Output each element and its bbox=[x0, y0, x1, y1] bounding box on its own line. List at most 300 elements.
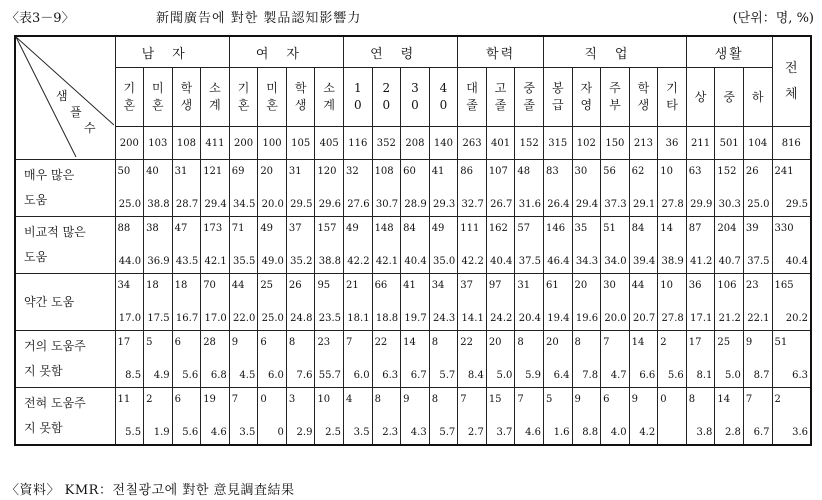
cell-count: 14 bbox=[403, 337, 416, 348]
sub-header-label: 미혼 bbox=[152, 81, 164, 112]
data-cell bbox=[115, 388, 144, 446]
table-row bbox=[15, 331, 811, 388]
cell-percent: 19.4 bbox=[547, 313, 570, 324]
cell-percent: 6.0 bbox=[353, 370, 370, 381]
data-cell bbox=[172, 274, 201, 331]
sub-header-label: 대졸 bbox=[466, 81, 478, 112]
cell-percent: 0 bbox=[277, 427, 284, 438]
cell-count: 5 bbox=[545, 394, 553, 405]
cell-percent: 35.0 bbox=[432, 256, 456, 267]
row-label-line2: 지 못함 bbox=[24, 421, 63, 435]
group-header: 학력 bbox=[458, 36, 544, 68]
cell-count: 107 bbox=[488, 166, 508, 177]
sample-count: 401 bbox=[486, 127, 515, 160]
data-cell bbox=[458, 331, 487, 388]
cell-count: 22 bbox=[460, 337, 473, 348]
cell-count: 152 bbox=[717, 166, 737, 177]
row-label bbox=[15, 160, 115, 217]
data-cell bbox=[144, 388, 173, 446]
data-cell bbox=[372, 274, 401, 331]
sample-count: 152 bbox=[515, 127, 544, 160]
cell-count: 7 bbox=[517, 394, 524, 405]
cell-percent: 5.6 bbox=[182, 370, 199, 381]
cell-percent: 32.7 bbox=[461, 199, 484, 210]
cell-count: 146 bbox=[545, 223, 566, 234]
cell-percent: 2.9 bbox=[296, 427, 313, 438]
cell-percent: 7.6 bbox=[296, 370, 313, 381]
total-header bbox=[772, 36, 811, 127]
sample-count: 315 bbox=[543, 127, 572, 160]
data-cell bbox=[401, 274, 430, 331]
cell-percent: 29.4 bbox=[575, 199, 599, 210]
cell-percent: 4.6 bbox=[525, 427, 541, 438]
data-cell bbox=[715, 217, 744, 274]
sub-header-label: 30 bbox=[411, 81, 419, 112]
sub-header-label: 소계 bbox=[323, 81, 336, 112]
cell-count: 6 bbox=[174, 337, 181, 348]
cell-percent: 23.5 bbox=[318, 313, 341, 324]
cell-percent: 29.5 bbox=[290, 199, 313, 210]
data-cell bbox=[543, 217, 572, 274]
row-label-line2: 도움 bbox=[24, 193, 48, 207]
data-cell bbox=[601, 217, 630, 274]
data-cell bbox=[315, 388, 344, 446]
cell-count: 60 bbox=[403, 166, 416, 177]
data-cell bbox=[172, 160, 201, 217]
sub-header bbox=[658, 68, 687, 127]
data-cell bbox=[286, 160, 315, 217]
data-cell bbox=[315, 331, 344, 388]
sample-count: 816 bbox=[772, 127, 811, 160]
data-cell bbox=[715, 160, 744, 217]
data-cell bbox=[515, 274, 544, 331]
table-row bbox=[15, 388, 811, 446]
data-cell bbox=[686, 388, 715, 446]
data-cell bbox=[486, 160, 515, 217]
cell-count: 7 bbox=[603, 337, 610, 348]
data-cell bbox=[658, 388, 687, 446]
data-cell bbox=[458, 217, 487, 274]
cell-percent: 6.6 bbox=[639, 370, 656, 381]
cell-percent: 29.4 bbox=[204, 199, 227, 210]
cell-percent: 20.0 bbox=[604, 313, 627, 324]
cell-percent: 3.5 bbox=[239, 427, 256, 438]
cell-count: 31 bbox=[517, 280, 531, 291]
data-cell bbox=[743, 274, 772, 331]
cell-percent: 29.3 bbox=[432, 199, 456, 210]
cell-percent: 49.0 bbox=[261, 256, 284, 267]
table-title: 新聞廣告에 對한 製品認知影響力 bbox=[156, 11, 362, 26]
data-cell bbox=[144, 160, 173, 217]
data-cell bbox=[772, 274, 811, 331]
cell-count: 62 bbox=[631, 166, 645, 177]
row-label-line1: 전혀 도움주 bbox=[24, 396, 86, 410]
data-cell bbox=[201, 160, 230, 217]
cell-count: 8 bbox=[574, 337, 581, 348]
data-cell bbox=[144, 274, 173, 331]
cell-count: 204 bbox=[717, 223, 737, 234]
cell-percent: 1.6 bbox=[553, 427, 570, 438]
cell-count: 14 bbox=[660, 223, 673, 234]
data-cell bbox=[629, 274, 658, 331]
cell-count: 18 bbox=[146, 280, 159, 291]
cell-percent: 5.6 bbox=[182, 427, 199, 438]
cell-count: 66 bbox=[374, 280, 388, 291]
cell-count: 121 bbox=[203, 166, 223, 177]
cell-count: 241 bbox=[774, 166, 794, 177]
data-cell bbox=[515, 331, 544, 388]
cell-percent: 38.8 bbox=[147, 199, 170, 210]
sub-header-label: 학생 bbox=[294, 81, 307, 112]
sub-header-label: 40 bbox=[439, 81, 448, 112]
cell-percent: 37.5 bbox=[747, 256, 770, 267]
data-cell bbox=[344, 274, 373, 331]
cell-percent: 44.0 bbox=[118, 256, 142, 267]
cell-percent: 21.2 bbox=[718, 313, 741, 324]
data-cell bbox=[315, 274, 344, 331]
cell-count: 9 bbox=[574, 394, 581, 405]
sample-count: 213 bbox=[629, 127, 658, 160]
data-cell bbox=[715, 388, 744, 446]
cell-percent: 5.0 bbox=[496, 370, 513, 381]
cell-percent: 3.7 bbox=[496, 427, 513, 438]
data-cell bbox=[686, 160, 715, 217]
data-cell bbox=[658, 274, 687, 331]
cell-percent: 8.8 bbox=[582, 427, 599, 438]
data-cell bbox=[201, 331, 230, 388]
cell-percent: 3.5 bbox=[353, 427, 370, 438]
cell-count: 37 bbox=[460, 280, 473, 291]
data-cell bbox=[658, 331, 687, 388]
corner-label: 샘 bbox=[56, 89, 68, 103]
data-cell bbox=[458, 388, 487, 446]
data-cell bbox=[601, 160, 630, 217]
data-cell bbox=[201, 274, 230, 331]
cell-percent: 24.2 bbox=[490, 313, 513, 324]
data-cell bbox=[686, 217, 715, 274]
cell-percent: 55.7 bbox=[318, 370, 341, 381]
data-cell bbox=[515, 388, 544, 446]
sample-count: 105 bbox=[286, 127, 315, 160]
sample-count: 116 bbox=[344, 127, 373, 160]
cell-percent: 29.6 bbox=[318, 199, 341, 210]
sub-header bbox=[686, 68, 715, 127]
row-label-line2: 지 못함 bbox=[24, 364, 63, 378]
table-row bbox=[15, 217, 811, 274]
cell-count: 28 bbox=[203, 337, 216, 348]
cell-percent: 42.1 bbox=[204, 256, 227, 267]
cell-percent: 4.2 bbox=[639, 427, 656, 438]
data-cell bbox=[344, 388, 373, 446]
sub-header-row bbox=[15, 68, 811, 127]
data-cell bbox=[115, 331, 144, 388]
data-cell bbox=[772, 331, 811, 388]
cell-percent: 20.7 bbox=[632, 313, 656, 324]
cell-count: 57 bbox=[517, 223, 531, 234]
sub-header bbox=[401, 68, 430, 127]
data-cell bbox=[229, 160, 258, 217]
cell-percent: 7.8 bbox=[582, 370, 599, 381]
cell-percent: 29.9 bbox=[690, 199, 713, 210]
cell-count: 86 bbox=[460, 166, 473, 177]
data-cell bbox=[344, 331, 373, 388]
cell-count: 108 bbox=[374, 166, 394, 177]
data-cell bbox=[429, 274, 458, 331]
cell-count: 49 bbox=[260, 223, 274, 234]
sub-header bbox=[572, 68, 601, 127]
cell-count: 71 bbox=[231, 223, 245, 234]
cell-count: 2 bbox=[660, 337, 667, 348]
data-cell bbox=[572, 217, 601, 274]
cell-count: 9 bbox=[631, 394, 639, 405]
cell-count: 19 bbox=[203, 394, 216, 405]
cell-count: 40 bbox=[146, 166, 159, 177]
cell-count: 56 bbox=[603, 166, 616, 177]
cell-count: 8 bbox=[517, 337, 524, 348]
data-cell bbox=[258, 274, 287, 331]
data-cell bbox=[144, 331, 173, 388]
data-cell bbox=[601, 388, 630, 446]
cell-count: 37 bbox=[288, 223, 302, 234]
sub-header bbox=[543, 68, 572, 127]
data-cell bbox=[201, 388, 230, 446]
cell-percent: 38.8 bbox=[318, 256, 341, 267]
cell-count: 31 bbox=[174, 166, 188, 177]
cell-count: 20 bbox=[260, 166, 274, 177]
data-cell bbox=[572, 388, 601, 446]
sample-count: 200 bbox=[229, 127, 258, 160]
cell-count: 14 bbox=[631, 337, 645, 348]
cell-count: 5 bbox=[146, 337, 153, 348]
cell-percent: 42.2 bbox=[461, 256, 484, 267]
cell-count: 25 bbox=[717, 337, 731, 348]
cell-percent: 6.3 bbox=[792, 370, 808, 381]
sample-count: 208 bbox=[401, 127, 430, 160]
data-cell bbox=[429, 217, 458, 274]
cell-count: 8 bbox=[431, 394, 439, 405]
cell-count: 120 bbox=[317, 166, 337, 177]
data-cell bbox=[286, 331, 315, 388]
cell-percent: 34.0 bbox=[604, 256, 627, 267]
cell-count: 34 bbox=[117, 280, 131, 291]
data-cell bbox=[543, 274, 572, 331]
corner-label: 수 bbox=[84, 121, 96, 135]
cell-count: 31 bbox=[288, 166, 302, 177]
cell-count: 41 bbox=[403, 280, 416, 291]
data-cell bbox=[515, 217, 544, 274]
cell-count: 8 bbox=[688, 394, 696, 405]
cell-percent: 27.8 bbox=[661, 199, 684, 210]
data-cell bbox=[286, 274, 315, 331]
cell-percent: 31.6 bbox=[518, 199, 541, 210]
data-cell bbox=[629, 217, 658, 274]
data-cell bbox=[543, 331, 572, 388]
cell-count: 8 bbox=[374, 394, 381, 405]
cell-count: 9 bbox=[403, 394, 410, 405]
cell-percent: 46.4 bbox=[547, 256, 570, 267]
cell-percent: 37.5 bbox=[518, 256, 541, 267]
cell-percent: 30.7 bbox=[375, 199, 399, 210]
cell-percent: 26.4 bbox=[547, 199, 570, 210]
cell-count: 39 bbox=[745, 223, 759, 234]
cell-count: 7 bbox=[745, 394, 753, 405]
cell-percent: 16.7 bbox=[175, 313, 199, 324]
sub-header bbox=[286, 68, 315, 127]
data-cell bbox=[429, 388, 458, 446]
cell-percent: 6.3 bbox=[382, 370, 399, 381]
sub-header bbox=[172, 68, 201, 127]
cell-percent: 40.7 bbox=[718, 256, 741, 267]
cell-percent: 30.3 bbox=[718, 199, 741, 210]
data-cell bbox=[743, 331, 772, 388]
cell-count: 51 bbox=[603, 223, 616, 234]
cell-count: 7 bbox=[231, 394, 239, 405]
cell-count: 17 bbox=[688, 337, 702, 348]
sample-count: 36 bbox=[658, 127, 687, 160]
sub-header-label: 미혼 bbox=[266, 81, 278, 112]
cell-count: 26 bbox=[745, 166, 759, 177]
sample-count-row bbox=[15, 127, 811, 160]
cell-count: 10 bbox=[317, 394, 331, 405]
total-label: 전체 bbox=[784, 60, 798, 102]
sub-header-label: 자영 bbox=[580, 81, 593, 112]
sub-header-label: 상 bbox=[694, 89, 707, 104]
sub-header bbox=[743, 68, 772, 127]
sub-header-label: 10 bbox=[353, 81, 362, 112]
data-cell bbox=[258, 388, 287, 446]
cell-percent: 25.0 bbox=[118, 199, 142, 210]
cell-percent: 17.5 bbox=[147, 313, 170, 324]
cell-count: 32 bbox=[346, 166, 359, 177]
cell-count: 10 bbox=[660, 280, 673, 291]
cell-percent: 8.7 bbox=[753, 370, 770, 381]
data-cell bbox=[629, 331, 658, 388]
cell-count: 25 bbox=[260, 280, 274, 291]
cell-count: 20 bbox=[488, 337, 502, 348]
data-cell bbox=[429, 331, 458, 388]
cell-percent: 4.9 bbox=[153, 370, 170, 381]
cell-percent: 8.4 bbox=[467, 370, 484, 381]
cell-count: 69 bbox=[231, 166, 245, 177]
data-cell bbox=[658, 160, 687, 217]
cell-count: 157 bbox=[317, 223, 337, 234]
cell-percent: 5.7 bbox=[439, 427, 456, 438]
sub-header bbox=[629, 68, 658, 127]
cell-percent: 42.1 bbox=[375, 256, 399, 267]
table-number: 〈表3－9〉 bbox=[6, 11, 75, 26]
cell-count: 9 bbox=[231, 337, 239, 348]
cell-count: 17 bbox=[117, 337, 131, 348]
sample-count: 200 bbox=[115, 127, 144, 160]
data-cell bbox=[543, 388, 572, 446]
data-cell bbox=[229, 274, 258, 331]
cell-percent: 3.8 bbox=[696, 427, 713, 438]
unit-label: (단위：명, %) bbox=[732, 11, 814, 26]
cell-percent: 36.9 bbox=[147, 256, 170, 267]
cell-count: 7 bbox=[460, 394, 467, 405]
group-header: 직업 bbox=[543, 36, 686, 68]
cell-percent: 18.8 bbox=[375, 313, 399, 324]
data-cell bbox=[372, 331, 401, 388]
cell-percent: 39.4 bbox=[632, 256, 656, 267]
cell-percent: 42.2 bbox=[347, 256, 370, 267]
cell-count: 44 bbox=[231, 280, 245, 291]
cell-count: 0 bbox=[660, 394, 667, 405]
cell-count: 49 bbox=[431, 223, 445, 234]
cell-count: 15 bbox=[488, 394, 502, 405]
data-cell bbox=[429, 160, 458, 217]
sub-header-label: 고졸 bbox=[494, 81, 507, 112]
row-label bbox=[15, 331, 115, 388]
cell-count: 34 bbox=[431, 280, 445, 291]
cell-percent: 29.1 bbox=[632, 199, 656, 210]
cell-count: 63 bbox=[688, 166, 702, 177]
data-cell bbox=[372, 217, 401, 274]
cell-percent: 6.7 bbox=[410, 370, 427, 381]
row-label-line1: 약간 도움 bbox=[24, 294, 75, 309]
data-cell bbox=[715, 274, 744, 331]
cell-count: 84 bbox=[631, 223, 645, 234]
cell-count: 14 bbox=[717, 394, 731, 405]
cell-count: 162 bbox=[488, 223, 508, 234]
sub-header bbox=[144, 68, 173, 127]
sub-header-label: 소계 bbox=[209, 81, 221, 112]
cell-count: 41 bbox=[431, 166, 445, 177]
data-cell bbox=[172, 388, 201, 446]
data-cell bbox=[743, 160, 772, 217]
data-cell bbox=[315, 160, 344, 217]
sub-header bbox=[515, 68, 544, 127]
sample-count: 501 bbox=[715, 127, 744, 160]
cell-percent: 5.0 bbox=[725, 370, 741, 381]
cell-percent: 28.9 bbox=[404, 199, 427, 210]
sub-header-label: 기혼 bbox=[123, 81, 136, 112]
cell-count: 10 bbox=[660, 166, 673, 177]
cell-percent: 25.0 bbox=[261, 313, 284, 324]
row-label-line1: 비교적 많은 bbox=[24, 225, 86, 239]
sub-header bbox=[429, 68, 458, 127]
cell-percent: 41.2 bbox=[690, 256, 713, 267]
sub-header-label: 봉급 bbox=[551, 81, 564, 112]
cell-percent: 4.3 bbox=[410, 427, 427, 438]
cell-percent: 8.5 bbox=[125, 370, 142, 381]
data-cell bbox=[258, 160, 287, 217]
data-cell bbox=[772, 217, 811, 274]
cell-percent: 40.4 bbox=[490, 256, 513, 267]
cell-percent: 6.0 bbox=[267, 370, 284, 381]
cell-count: 30 bbox=[574, 166, 588, 177]
cell-count: 21 bbox=[346, 280, 359, 291]
cell-percent: 5.9 bbox=[525, 370, 541, 381]
table-header bbox=[6, 5, 816, 27]
data-cell bbox=[572, 274, 601, 331]
sub-header-label: 학생 bbox=[180, 81, 193, 112]
cell-percent: 22.1 bbox=[747, 313, 770, 324]
cell-percent: 4.6 bbox=[210, 427, 227, 438]
data-cell bbox=[658, 217, 687, 274]
data-cell bbox=[115, 160, 144, 217]
cell-percent: 8.1 bbox=[696, 370, 713, 381]
data-cell bbox=[115, 274, 144, 331]
cell-percent: 5.7 bbox=[439, 370, 456, 381]
data-cell bbox=[344, 160, 373, 217]
group-header-row bbox=[15, 36, 811, 68]
cell-percent: 19.7 bbox=[404, 313, 427, 324]
table-row bbox=[15, 274, 811, 331]
cell-percent: 38.9 bbox=[661, 256, 684, 267]
sample-count: 108 bbox=[172, 127, 201, 160]
cell-count: 111 bbox=[460, 223, 480, 234]
